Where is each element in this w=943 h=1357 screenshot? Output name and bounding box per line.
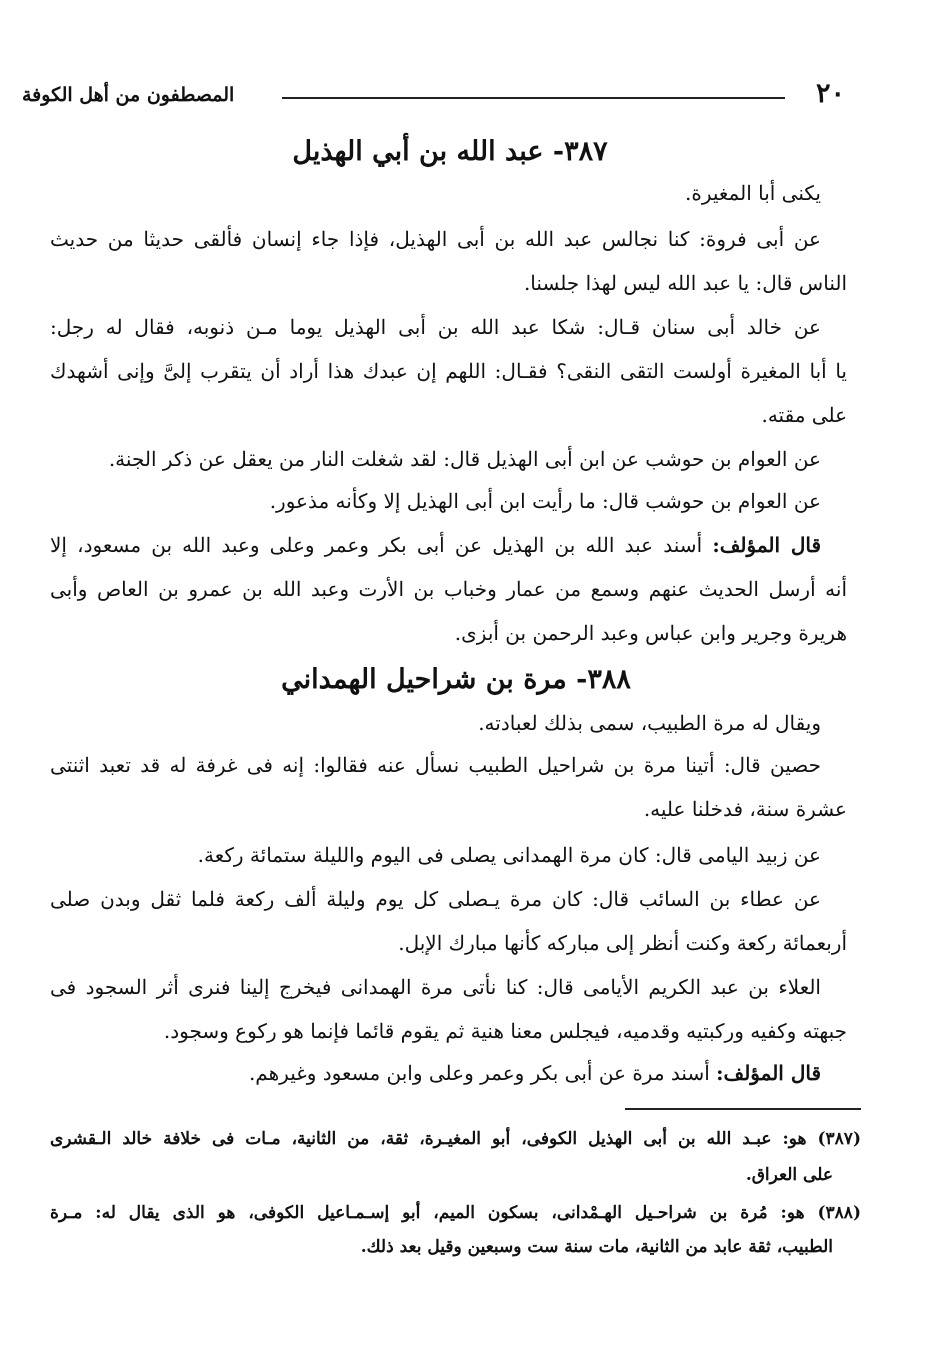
text-line: عن عطاء بن السائب قال: كان مرة يـصلى كل يوم وليلة ألف ركعة فلما ثقل وبدن صلى — [50, 887, 821, 911]
text-line: يا أبا المغيرة أولست التقى النقى؟ فقـال: اللهم إن عبدك هذا أراد أن يتقرب إلىَّ وإنى أشهدك — [50, 359, 847, 383]
page-header — [22, 78, 845, 110]
text-line: أربعمائة ركعة وكنت أنظر إلى مباركه كأنها مبارك الإبل. — [398, 931, 847, 955]
footnote-line: الطبيب، ثقة عابد من الثانية، مات سنة ست وسبعين وقيل بعد ذلك. — [360, 1237, 833, 1257]
footnote-line: (٣٨٨) هو: مُرة بن شراحـيل الهـمْدانى، بسكون الميم، أبو إسـمـاعيل الكوفى، هو الذى يقال له: مـرة — [50, 1203, 861, 1223]
text-line: عشرة سنة، فدخلنا عليه. — [643, 797, 847, 821]
text-line: عن خالد أبى سنان قـال: شكا عبد الله بن أبى الهذيل يوما مـن ذنوبه، فقال له رجل: — [50, 315, 821, 339]
author-note-line — [50, 1056, 821, 1090]
text-line: أنه أرسل الحديث عنهم وسمع من عمار وخباب بن الأرت وعبد الله بن عمرو بن العاص وأبى — [50, 577, 847, 601]
text-line: هريرة وجرير وابن عباس وعبد الرحمن بن أبزى. — [454, 621, 847, 645]
text-line: ويقال له مرة الطبيب، سمى بذلك لعبادته. — [478, 711, 821, 735]
footnote-line: (٣٨٧) هو: عبـد الله بن أبى الهذيل الكوفى، أبو المغيـرة، ثقة، من الثانية، مـات فى خلافة خالد الـقشرى — [50, 1129, 861, 1149]
text-line: عن أبى فروة: كنا نجالس عبد الله بن أبى الهذيل، فإذا جاء إنسان فألقى حديثا من حديث — [50, 227, 821, 251]
text-line: عن العوام بن حوشب قال: ما رأيت ابن أبى الهذيل إلا وكأنه مذعور. — [269, 489, 821, 513]
footnote-rule — [625, 1108, 861, 1110]
author-note-text: أسند مرة عن أبى بكر وعمر وعلى وابن مسعود وغيرهم. — [248, 1061, 710, 1085]
text-line: الناس قال: يا عبد الله ليس لهذا جلسنا. — [523, 271, 847, 295]
text-line: العلاء بن عبد الكريم الأيامى قال: كنا نأتى مرة الهمدانى فيخرج إلينا فنرى أثر السجود فى — [50, 975, 821, 999]
author-note-text: أسند عبد الله بن الهذيل عن أبى بكر وعمر وعلى وعبد الله بن مسعود، إلا — [50, 533, 703, 557]
header-rule — [282, 97, 785, 99]
text-line: على مقته. — [761, 403, 847, 427]
author-note-line — [50, 528, 821, 562]
author-label: قال المؤلف: — [716, 1061, 821, 1085]
text-line: يكنى أبا المغيرة. — [684, 181, 821, 205]
text-line: جبهته وكفيه وركبتيه وقدميه، فيجلس معنا هنية ثم يقوم قائما فإنما هو ركوع وسجود. — [163, 1019, 847, 1043]
author-label: قال المؤلف: — [712, 533, 821, 557]
text-line: عن زبيد اليامى قال: كان مرة الهمدانى يصلى فى اليوم والليلة ستمائة ركعة. — [197, 843, 821, 867]
text-line: حصين قال: أتينا مرة بن شراحيل الطبيب نسأل عنه فقالوا: إنه فى غرفة له قد تعبد اثنتى — [50, 753, 821, 777]
running-title: المصطفون من أهل الكوفة — [22, 84, 235, 106]
text-line: عن العوام بن حوشب عن ابن أبى الهذيل قال: لقد شغلت النار من يعقل عن ذكر الجنة. — [108, 447, 821, 471]
entry-title-387: ٣٨٧- عبد الله بن أبي الهذيل — [292, 136, 608, 167]
entry-title-388: ٣٨٨- مرة بن شراحيل الهمداني — [281, 664, 631, 695]
footnote-line: على العراق. — [745, 1165, 833, 1185]
page-number: ٢٠ — [815, 78, 845, 109]
